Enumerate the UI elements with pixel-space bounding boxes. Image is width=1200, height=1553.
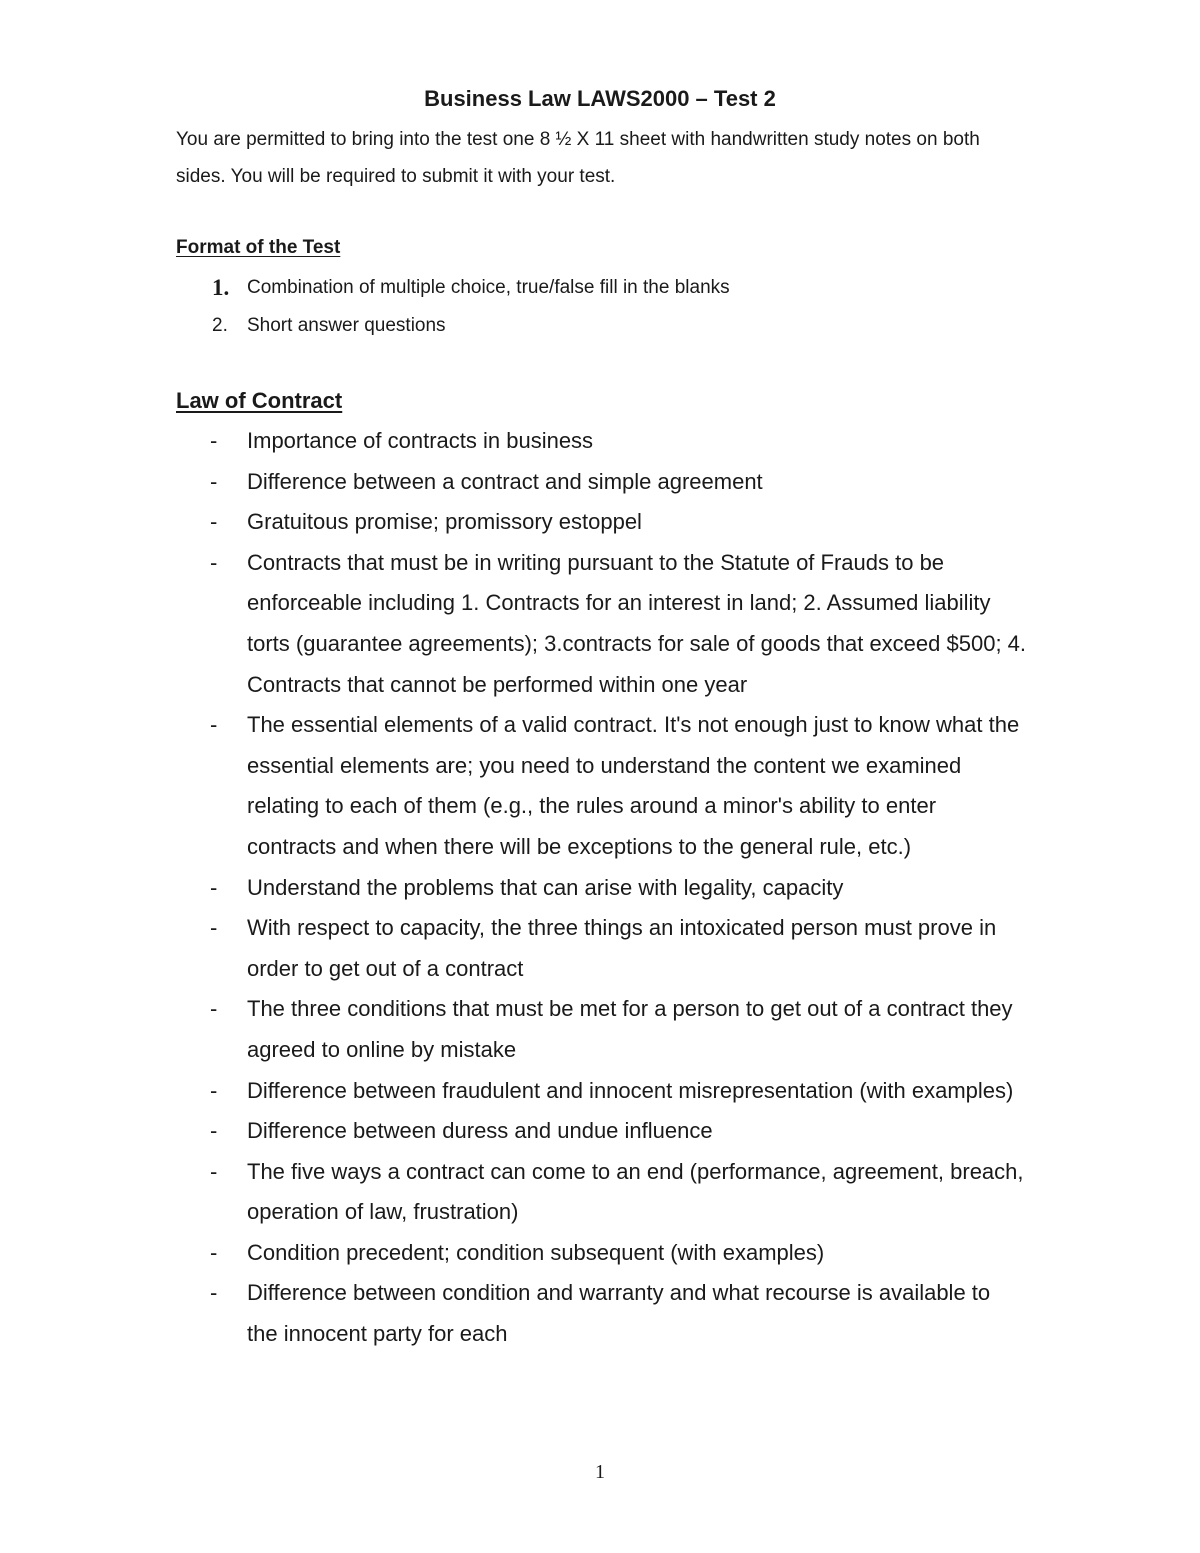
- list-number: 1.: [212, 275, 230, 300]
- bullet-dash: -: [210, 468, 218, 494]
- page-number: 1: [595, 1461, 605, 1483]
- bullet-dash: -: [210, 1158, 218, 1184]
- list-number: 2.: [212, 315, 228, 336]
- format-list: [176, 269, 1026, 345]
- topic-text: Contracts that must be in writing pursuant to the Statute of Frauds to be enforceable including 1. Contracts for an interest in land; 2. Assumed liability torts (guarantee agreements); 3.contracts for sale of goods that exceed $500; 4. Contracts that cannot be performed within one year: [247, 549, 1027, 697]
- topic-text: The essential elements of a valid contract. It's not enough just to know what the essential elements are; you need to understand the content we examined relating to each of them (e.g., the rules around a minor's ability to enter contracts and when there will be exceptions to the general rule, etc.): [247, 712, 1020, 859]
- format-list-item: [176, 269, 1026, 307]
- bullet-dash: -: [210, 549, 218, 575]
- topic-text: Difference between fraudulent and innocent misrepresentation (with examples): [247, 1077, 1014, 1103]
- bullet-dash: -: [210, 915, 218, 941]
- topic-item: [176, 543, 1026, 705]
- bullet-dash: -: [210, 996, 218, 1022]
- topic-text: With respect to capacity, the three things an intoxicated person must prove in order to get out of a contract: [247, 915, 997, 981]
- topic-text: Importance of contracts in business: [247, 428, 594, 453]
- list-item-text: Combination of multiple choice, true/false fill in the blanks: [247, 277, 730, 298]
- format-heading: Format of the Test: [176, 237, 341, 258]
- topic-item: [176, 1273, 1026, 1354]
- topic-text: Difference between duress and undue influence: [247, 1118, 713, 1144]
- topic-item: [176, 868, 1026, 909]
- topic-item: [176, 1111, 1026, 1152]
- topic-text: Difference between a contract and simple agreement: [247, 468, 763, 494]
- bullet-dash: -: [210, 428, 218, 453]
- bullet-dash: -: [210, 712, 218, 738]
- topic-item: [176, 989, 1026, 1070]
- topic-item: [176, 1152, 1026, 1233]
- topic-item: [176, 502, 1026, 543]
- bullet-dash: -: [210, 874, 218, 900]
- document-title: Business Law LAWS2000 – Test 2: [424, 86, 776, 111]
- topic-item: [176, 421, 1026, 462]
- bullet-dash: -: [210, 1118, 218, 1144]
- topic-item: [176, 462, 1026, 503]
- contract-topics-list: [176, 421, 1026, 1355]
- topic-text: Gratuitous promise; promissory estoppel: [247, 509, 642, 535]
- topic-item: [176, 1071, 1026, 1112]
- list-item-text: Short answer questions: [247, 315, 446, 336]
- topic-item: [176, 1233, 1026, 1274]
- bullet-dash: -: [210, 1077, 218, 1103]
- bullet-dash: -: [210, 509, 218, 535]
- bullet-dash: -: [210, 1280, 218, 1306]
- law-of-contract-heading: Law of Contract: [176, 388, 343, 413]
- topic-item: [176, 705, 1026, 867]
- bullet-dash: -: [210, 1239, 218, 1265]
- topic-text: Difference between condition and warranty and what recourse is available to the innocent party for each: [247, 1280, 991, 1347]
- topic-text: The five ways a contract can come to an end (performance, agreement, breach, operation of law, frustration): [247, 1158, 1024, 1225]
- format-list-item: [176, 307, 1026, 345]
- intro-paragraph: You are permitted to bring into the test one 8 ½ X 11 sheet with handwritten study notes on both sides. You will be required to submit it with your test.: [176, 129, 980, 187]
- topic-item: [176, 908, 1026, 989]
- topic-text: Condition precedent; condition subsequent (with examples): [247, 1239, 825, 1265]
- topic-text: Understand the problems that can arise with legality, capacity: [247, 874, 844, 900]
- topic-text: The three conditions that must be met for a person to get out of a contract they agreed to online by mistake: [247, 996, 1013, 1062]
